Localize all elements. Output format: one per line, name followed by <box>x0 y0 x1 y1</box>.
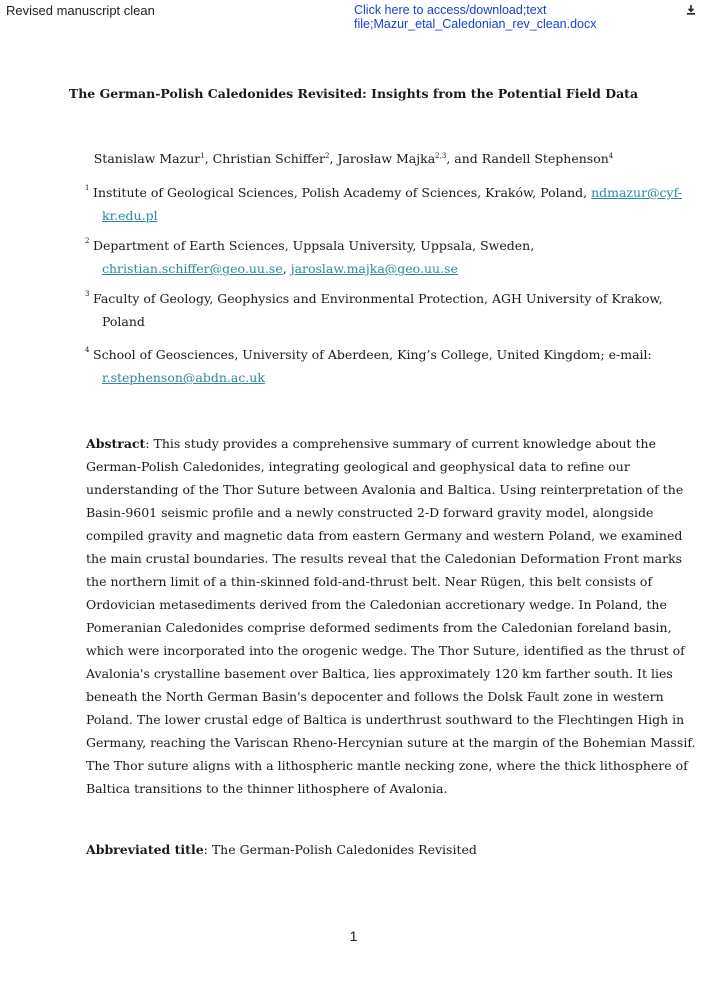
affiliation-1: 1 Institute of Geological Sciences, Polish Academy of Sciences, Kraków, Poland, ndmazur@cyf- kr.edu.pl <box>85 184 683 223</box>
author-name: Randell Stephenson <box>481 151 609 166</box>
email-link[interactable]: christian.schiffer@geo.uu.se <box>102 261 283 276</box>
paper-title: The German-Polish Caledonides Revisited: Insights from the Potential Field Data <box>68 86 639 101</box>
download-link[interactable]: Click here to access/download;text file;Mazur_etal_Caledonian_rev_clean.docx <box>354 3 597 31</box>
affiliation-3: 3 Faculty of Geology, Geophysics and Environmental Protection, AGH University of Krakow, Poland <box>85 290 663 329</box>
affiliation-4: 4 School of Geosciences, University of Aberdeen, King’s College, United Kingdom; e-mail: r.stephenson@abdn.ac.uk <box>85 346 652 385</box>
email-link[interactable]: r.stephenson@abdn.ac.uk <box>102 370 265 385</box>
author-name: Jarosław Majka <box>337 151 436 166</box>
abbreviated-title: Abbreviated title: The German-Polish Caledonides Revisited <box>86 842 477 857</box>
author-name: Stanislaw Mazur <box>93 151 201 166</box>
author-name: Christian Schiffer <box>212 151 326 166</box>
download-icon[interactable] <box>685 4 697 16</box>
abstract-label: Abstract <box>86 436 146 451</box>
email-link[interactable]: jaroslaw.majka@geo.uu.se <box>290 261 458 276</box>
email-link[interactable]: kr.edu.pl <box>102 208 158 223</box>
manuscript-status-label: Revised manuscript clean <box>6 3 155 18</box>
author-list: Stanislaw Mazur$^1$, Christian Schiffer$^2$, Jarosław Majka$^{2,3}$, and Randell Stephenson$^4$ <box>93 151 614 166</box>
affiliation-2: 2 Department of Earth Sciences, Uppsala University, Uppsala, Sweden, christian.schiffer@geo.uu.se, jaroslaw.majka@geo.uu.se <box>85 237 535 276</box>
email-link[interactable]: ndmazur@cyf- <box>591 185 683 200</box>
abstract: Abstract: This study provides a comprehensive summary of current knowledge about the German-Polish Caledonides, integrating geological and geophysical data to refine our understanding of the Thor Suture between Avalonia and Baltica. Using reinterpretation of the Basin-9601 seismic profile and a newly constructed 2-D forward gravity model, alongside compiled gravity and magnetic data from eastern Germany and western Poland, we examined the main crustal boundaries. The results reveal that the Caledonian Deformation Front marks the northern limit of a thin-skinned fold-and-thrust belt. Near Rügen, this belt consists of Ordovician metasediments derived from the Caledonian accretionary wedge. In Poland, the Pomeranian Caledonides comprise deformed sediments from the Caledonian foreland basin, which were incorporated into the orogenic wedge. The Thor Suture, identified as the thrust of Avalonia's crystalline basement over Baltica, lies approximately 120 km farther south. It lies beneath the North German Basin's depocenter and follows the Dolsk Fault zone in western Poland. The lower crustal edge of Baltica is underthrust southward to the Flechtingen High in Germany, reaching the Variscan Rheno-Hercynian suture at the margin of the Bohemian Massif. The Thor suture aligns with a lithospheric mantle necking zone, where the thick lithosphere of Baltica transitions to the thinner lithosphere of Avalonia. <box>86 436 696 796</box>
page-number: 1 <box>349 928 358 944</box>
